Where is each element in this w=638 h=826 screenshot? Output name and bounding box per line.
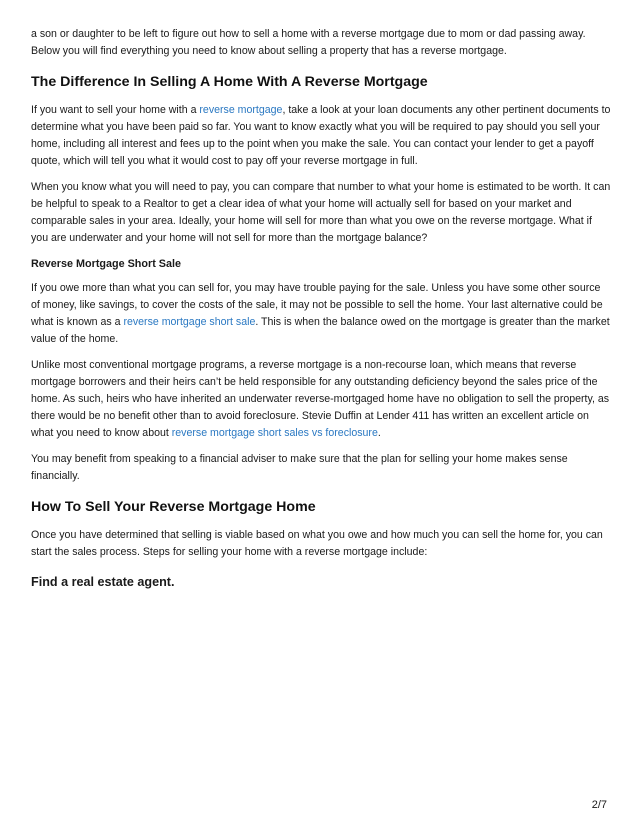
page-number: 2/7: [591, 799, 607, 811]
intro-paragraph: a son or daughter to be left to figure out how to sell a home with a reverse mortgage due to mom or dad passing away. Below you will find everything you need to know about selling a property that has a reverse mortgage.: [31, 28, 586, 57]
paragraph-compare-value: When you know what you will need to pay, you can compare that number to what your home is estimated to be worth. It can be helpful to speak to a Realtor to get a clear idea of what your home will actually sell for based on your market and comparable sales in your area. Ideally, your home will sell for more than what you owe on the reverse mortgage. What if you are underwater and your home will not sell for more than the mortgage balance?: [31, 181, 611, 244]
step-heading-find-agent: Find a real estate agent.: [31, 575, 175, 589]
paragraph-non-recourse: [31, 357, 611, 442]
section-heading-how-to-sell: How To Sell Your Reverse Mortgage Home: [31, 499, 316, 515]
paragraph-sales-process: Once you have determined that selling is viable based on what you owe and how much you can sell the home for, you can start the sales process. Steps for selling your home with a reverse mortgage include:: [31, 529, 603, 558]
paragraph-financial-adviser: You may benefit from speaking to a financial adviser to make sure that the plan for selling your home makes sense financially.: [31, 453, 568, 482]
subheading-short-sale: Reverse Mortgage Short Sale: [31, 258, 182, 270]
section-heading-difference: The Difference In Selling A Home With A Reverse Mortgage: [31, 74, 428, 90]
paragraph-text: . This is when the balance owed on the mortgage is greater than the market value of the home.: [31, 316, 610, 345]
reverse-mortgage-short-sale-link[interactable]: reverse mortgage short sale: [123, 316, 256, 328]
paragraph-owe-more: [31, 280, 611, 348]
reverse-mortgage-link[interactable]: reverse mortgage: [199, 104, 283, 116]
paragraph-text: .: [377, 427, 381, 439]
paragraph-text: , take a look at your loan documents any other pertinent documents to determine what you have been paid so far. You want to know exactly what you will be required to pay should you sell your home, including all interest and fees up to the point when you make the sale. You can contact your lender to get a payoff quote, which will tell you what it would cost to pay off your reverse mortgage in full.: [31, 104, 611, 167]
short-sales-vs-foreclosure-link[interactable]: reverse mortgage short sales vs foreclosure: [171, 427, 378, 439]
paragraph-text: If you want to sell your home with a: [31, 104, 200, 116]
paragraph-text: Unlike most conventional mortgage programs, a reverse mortgage is a non-recourse loan, which means that reverse mortgage borrowers and their heirs can’t be held responsible for any outstanding deficiency beyond the sales price of the home. As such, heirs who have inherited an underwater reverse-mortgaged home have no obligation to sell the property, as there would be no benefit other than to avoid foreclosure. Stevie Duffin at Lender 411 has written an excellent article on what you need to know about: [31, 359, 610, 439]
document-page: [31, 26, 611, 591]
paragraph-text: If you owe more than what you can sell for, you may have trouble paying for the sale. Unless you have some other source of money, like savings, to cover the costs of the sale, it may not be possible to sell the home. Your last alternative could be what is known as a: [31, 282, 603, 328]
paragraph-loan-documents: [31, 102, 611, 170]
